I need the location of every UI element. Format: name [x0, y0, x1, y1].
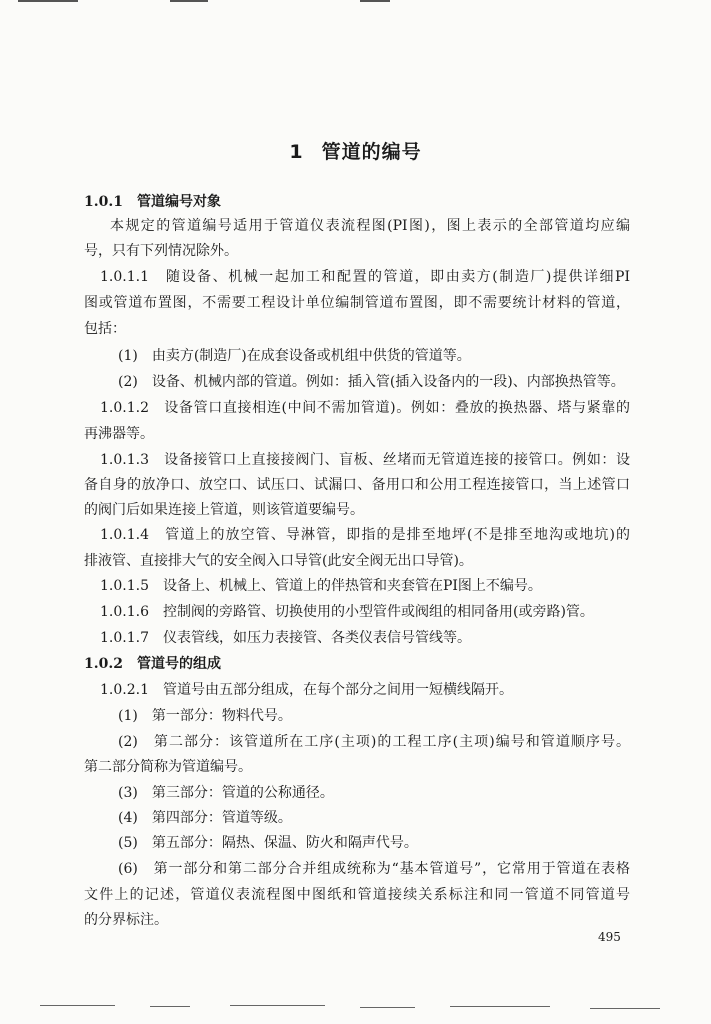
- paragraph-line: 的分界标注。: [84, 912, 168, 928]
- list-item: (5) 第五部分：隔热、保温、防火和隔声代号。: [118, 835, 418, 851]
- paragraph-line: 的阀门后如果连接上管道，则该管道要编号。: [84, 502, 364, 518]
- paragraph-line: 图或管道布置图，不需要工程设计单位编制管道布置图，即不需要统计材料的管道，: [84, 295, 630, 311]
- chapter-title: [0, 137, 711, 164]
- list-item: (6) 第一部分和第二部分合并组成统称为“基本管道号”，它常用于管道在表格: [118, 861, 630, 877]
- paragraph-line: 包括：: [84, 321, 126, 337]
- paragraph-line: 1.0.2.1 管道号由五部分组成，在每个部分之间用一短横线隔开。: [100, 682, 513, 698]
- paragraph-line: 1.0.1.2 设备管口直接相连(中间不需加管道)。例如：叠放的换热器、塔与紧靠的: [100, 400, 630, 416]
- list-item: (2) 第二部分：该管道所在工序(主项)的工程工序(主项)编号和管道顺序号。: [118, 734, 630, 750]
- paragraph-line: 1.0.1.1 随设备、机械一起加工和配置的管道，即由卖方(制造厂)提供详细PI: [100, 269, 630, 285]
- list-item: (4) 第四部分：管道等级。: [118, 810, 292, 826]
- page-number: 495: [598, 930, 621, 944]
- paragraph-line: 备自身的放净口、放空口、试压口、试漏口、备用口和公用工程连接管口，当上述管口: [84, 477, 630, 493]
- paragraph-line: 第二部分简称为管道编号。: [84, 759, 252, 775]
- chapter-title-text: 管道的编号: [321, 141, 422, 163]
- paragraph-line: 1.0.1.3 设备接管口上直接接阀门、盲板、丝堵而无管道连接的接管口。例如：设: [100, 452, 630, 468]
- chapter-number: 1: [289, 141, 304, 163]
- paragraph-line: 本规定的管道编号适用于管道仪表流程图(PI图)，图上表示的全部管道均应编: [110, 218, 630, 234]
- list-item: (2) 设备、机械内部的管道。例如：插入管(插入设备内的一段)、内部换热管等。: [118, 374, 625, 390]
- paragraph-line: 再沸器等。: [84, 426, 154, 442]
- paragraph-line: 1.0.1.6 控制阀的旁路管、切换使用的小型管件或阀组的相同备用(或旁路)管。: [100, 604, 594, 620]
- scan-edge-top: [0, 0, 711, 4]
- list-item: (1) 第一部分：物料代号。: [118, 708, 292, 724]
- list-item: (1) 由卖方(制造厂)在成套设备或机组中供货的管道等。: [118, 348, 471, 364]
- paragraph-line: 排液管、直接排大气的安全阀入口导管(此安全阀无出口导管)。: [84, 553, 473, 569]
- paragraph-line: 1.0.1.5 设备上、机械上、管道上的伴热管和夹套管在PI图上不编号。: [100, 578, 542, 594]
- section-heading: 1.0.2 管道号的组成: [84, 656, 221, 672]
- scan-edge-bottom: [0, 1003, 711, 1013]
- paragraph-line: 文件上的记述，管道仪表流程图中图纸和管道接续关系标注和同一管道不同管道号: [84, 887, 630, 903]
- list-item: (3) 第三部分：管道的公称通径。: [118, 785, 334, 801]
- paragraph-line: 1.0.1.4 管道上的放空管、导淋管，即指的是排至地坪(不是排至地沟或地坑)的: [100, 527, 630, 543]
- paragraph-line: 号，只有下列情况除外。: [84, 243, 238, 259]
- paragraph-line: 1.0.1.7 仪表管线，如压力表接管、各类仪表信号管线等。: [100, 630, 471, 646]
- section-heading: 1.0.1 管道编号对象: [84, 194, 221, 210]
